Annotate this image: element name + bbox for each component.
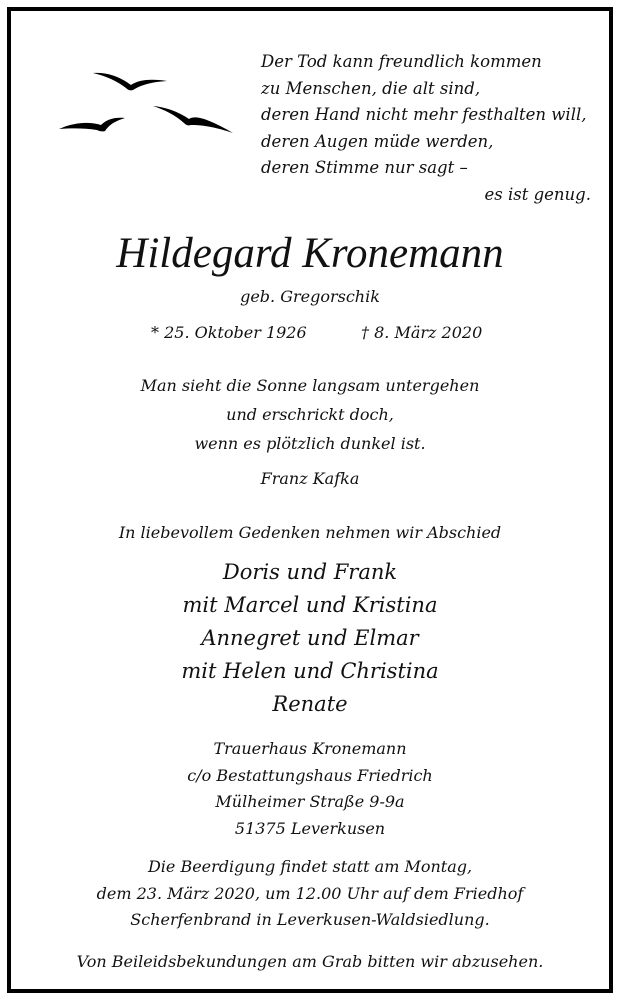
poem-line: deren Augen müde werden, xyxy=(261,131,494,151)
funeral-info xyxy=(11,854,609,934)
address-line: 51375 Leverkusen xyxy=(234,818,386,838)
quote xyxy=(11,371,609,458)
funeral-line: Die Beerdigung findet statt am Montag, xyxy=(147,857,473,876)
farewell-text: In liebevollem Gedenken nehmen wir Abschied xyxy=(118,523,502,542)
condolence-note: Von Beileidsbekundungen am Grab bitten wir abzusehen. xyxy=(76,952,544,971)
mourner-line: mit Helen und Christina xyxy=(181,659,439,683)
poem-line: deren Stimme nur sagt – xyxy=(261,158,468,177)
address-line: c/o Bestattungshaus Friedrich xyxy=(187,765,433,785)
poem xyxy=(261,49,591,208)
mourner-line: Annegret und Elmar xyxy=(201,626,419,650)
maiden-name: geb. Gregorschik xyxy=(240,287,380,306)
poem-line: deren Hand nicht mehr festhalten will, xyxy=(261,105,587,124)
death-date: † 8. März 2020 xyxy=(361,323,483,342)
mourning-house-address xyxy=(11,736,609,842)
obituary-notice xyxy=(7,7,613,993)
birth-date: * 25. Oktober 1926 xyxy=(151,323,307,342)
mourners-list xyxy=(11,556,609,721)
quote-author: Franz Kafka xyxy=(260,469,360,488)
poem-line: Der Tod kann freundlich kommen xyxy=(261,52,542,71)
address-line: Trauerhaus Kronemann xyxy=(213,739,407,758)
mourner-line: Doris und Frank xyxy=(222,560,398,584)
address-line: Mülheimer Straße 9-9a xyxy=(215,792,405,811)
deceased-name: Hildegard Kronemann xyxy=(116,230,504,277)
poem-last-line: es ist genug. xyxy=(484,184,591,204)
poem-line: zu Menschen, die alt sind, xyxy=(261,78,481,98)
flying-birds-icon xyxy=(51,63,241,143)
mourner-line: Renate xyxy=(272,692,348,716)
quote-line: und erschrickt doch, xyxy=(226,405,394,424)
funeral-line: Scherfenbrand in Leverkusen-Waldsiedlung. xyxy=(130,910,490,929)
quote-line: wenn es plötzlich dunkel ist. xyxy=(194,434,426,453)
funeral-line: dem 23. März 2020, um 12.00 Uhr auf dem Friedhof xyxy=(96,883,524,903)
quote-line: Man sieht die Sonne langsam untergehen xyxy=(140,376,480,395)
mourner-line: mit Marcel und Kristina xyxy=(182,593,438,617)
